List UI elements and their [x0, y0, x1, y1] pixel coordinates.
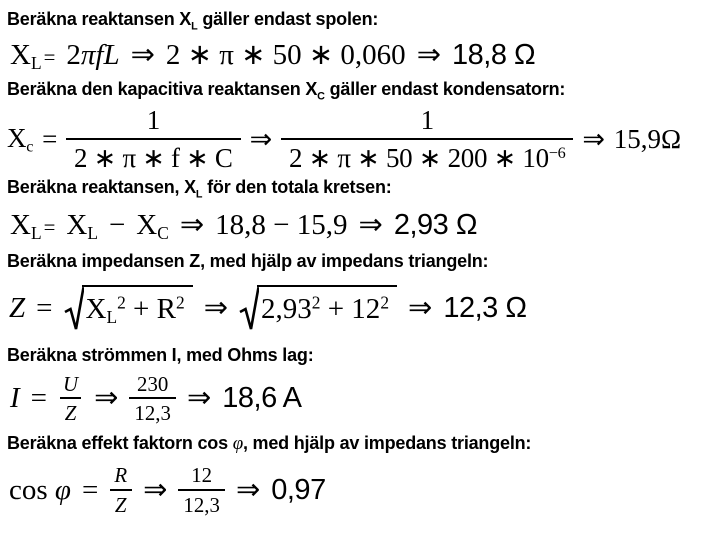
heading-current: [7, 345, 712, 367]
heading-power-factor: [7, 433, 712, 456]
numeric-term: + 12: [320, 292, 381, 325]
fraction-denominator: [281, 138, 573, 172]
heading-text: Beräkna effekt faktorn cos: [7, 433, 233, 454]
fraction-denominator: Z: [60, 397, 82, 424]
exponent: 2: [311, 292, 321, 313]
implies-arrow: ⇒: [235, 473, 261, 506]
fraction-numeric: [129, 371, 176, 426]
heading-impedance: [7, 251, 712, 273]
math-lhs: I: [10, 382, 20, 415]
fraction-numerator: U: [63, 371, 79, 396]
radicand: [257, 285, 397, 329]
formula-net-reactance: [10, 209, 712, 243]
implies-arrow: ⇒: [143, 473, 168, 506]
equals-sign: =: [43, 214, 56, 239]
implies-arrow: ⇒: [582, 123, 605, 154]
fraction-numerator: 1: [420, 104, 434, 135]
section-power-factor: [7, 433, 712, 515]
implies-arrow: ⇒: [249, 123, 272, 154]
implies-arrow: ⇒: [179, 208, 205, 241]
heading-text: Beräkna strömmen I, med Ohms lag:: [7, 344, 314, 365]
section-inductive-reactance: [7, 9, 712, 72]
formula-power-factor: [9, 465, 712, 516]
square-root-numeric: [239, 285, 397, 333]
equals-sign: =: [36, 292, 53, 325]
radicand: [82, 285, 193, 329]
equals-sign: =: [42, 123, 58, 154]
heading-text: Beräkna reaktansen, X: [7, 176, 196, 197]
heading-text: Beräkna reaktansen X: [7, 9, 192, 29]
fraction-numeric: [281, 104, 573, 173]
result-value: 12,3 Ω: [443, 292, 527, 325]
equals-sign: =: [81, 473, 99, 506]
math-symbol: X: [85, 292, 107, 325]
math-coefficient: 2: [66, 38, 81, 71]
formula-impedance: [9, 285, 712, 333]
fraction-denominator: 12,3: [178, 489, 225, 516]
radical-sign-icon: [64, 285, 84, 333]
heading-text: , med hjälp av impedans triangeln:: [242, 433, 532, 454]
implies-arrow: ⇒: [203, 292, 228, 325]
heading-net-reactance: [7, 177, 712, 202]
math-lhs: [9, 474, 71, 507]
math-symbol: X: [136, 208, 158, 241]
math-term: + R: [125, 292, 176, 325]
formula-inductive-reactance: [10, 39, 712, 73]
section-net-reactance: [7, 177, 712, 242]
heading-inductive-reactance: [7, 9, 712, 34]
fraction-denominator: 2 ∗ π ∗ f ∗ C: [66, 138, 241, 172]
fraction-denominator: 12,3: [129, 397, 176, 424]
result-value: 0,97: [271, 473, 326, 506]
heading-text: gäller endast spolen:: [197, 9, 379, 29]
result-value: 18,6 A: [222, 382, 302, 415]
result-value: 15,9Ω: [613, 123, 682, 154]
math-subscript: C: [157, 222, 169, 243]
exponent: 2: [117, 292, 126, 313]
fraction-numerator: R: [114, 463, 128, 488]
result-value: 18,8 Ω: [452, 38, 536, 71]
implies-arrow: ⇒: [358, 208, 383, 241]
minus-sign: −: [108, 208, 126, 241]
implies-arrow: ⇒: [186, 382, 212, 415]
numeric-expression: 2 ∗ π ∗ 50 ∗ 0,060: [165, 38, 406, 71]
math-symbol: X: [10, 208, 31, 241]
heading-text: för den totala kretsen:: [202, 176, 392, 197]
fraction-symbolic: [109, 465, 132, 516]
numeric-term: 2,93: [261, 292, 312, 325]
math-term: [136, 209, 169, 243]
phi-symbol: φ: [232, 433, 243, 455]
fraction-numeric: [178, 465, 225, 516]
math-lhs: [10, 209, 55, 243]
cosine-function: cos: [9, 473, 48, 506]
heading-text: Beräkna den kapacitiva reaktansen X: [7, 79, 318, 100]
radical-sign-icon: [239, 285, 259, 333]
math-lhs: [7, 123, 33, 156]
fraction-numerator: 12: [191, 463, 213, 488]
math-symbol: X: [66, 208, 88, 241]
equals-sign: =: [43, 44, 56, 69]
exponent: −6: [548, 144, 566, 163]
fraction-symbolic: [66, 104, 241, 173]
heading-text: Beräkna impedansen Z, med hjälp av impedans triangeln:: [7, 251, 489, 272]
denominator-text: 2 ∗ π ∗ 50 ∗ 200 ∗ 10: [288, 142, 549, 173]
math-subscript: c: [26, 137, 34, 156]
math-symbol: X: [10, 38, 31, 71]
math-subscript: L: [106, 306, 118, 327]
phi-symbol: φ: [54, 473, 71, 506]
math-subscript: L: [87, 222, 98, 243]
equals-sign: =: [30, 382, 48, 415]
exponent: 2: [380, 292, 390, 313]
section-impedance: [7, 251, 712, 333]
heading-capacitive-reactance: [7, 79, 712, 104]
formula-current: [10, 371, 712, 426]
result-value: 2,93 Ω: [393, 208, 478, 241]
math-term: [66, 209, 98, 243]
fraction-numerator: 230: [137, 371, 169, 396]
math-lhs: [10, 39, 55, 73]
fraction-symbolic: [58, 371, 83, 426]
section-capacitive-reactance: [7, 79, 712, 172]
heading-subscript: L: [191, 20, 198, 33]
fraction-denominator: Z: [110, 489, 132, 516]
math-subscript: L: [30, 222, 42, 243]
numeric-expression: 18,8 − 15,9: [215, 208, 348, 241]
math-symbol: X: [7, 122, 27, 153]
exponent: 2: [175, 292, 185, 313]
implies-arrow: ⇒: [94, 382, 119, 415]
formula-capacitive-reactance: [7, 104, 712, 173]
section-current: [7, 345, 712, 424]
fraction-numerator: 1: [146, 104, 160, 135]
implies-arrow: ⇒: [408, 292, 433, 325]
implies-arrow: ⇒: [130, 38, 155, 71]
heading-text: gäller endast kondensatorn:: [324, 79, 566, 100]
implies-arrow: ⇒: [416, 38, 441, 71]
heading-subscript: C: [317, 91, 325, 104]
math-subscript: L: [30, 52, 42, 73]
heading-subscript: L: [195, 188, 203, 201]
math-expression: [66, 39, 119, 72]
math-variables: πfL: [80, 38, 120, 71]
math-lhs: Z: [9, 292, 26, 325]
square-root-symbolic: [64, 285, 193, 333]
